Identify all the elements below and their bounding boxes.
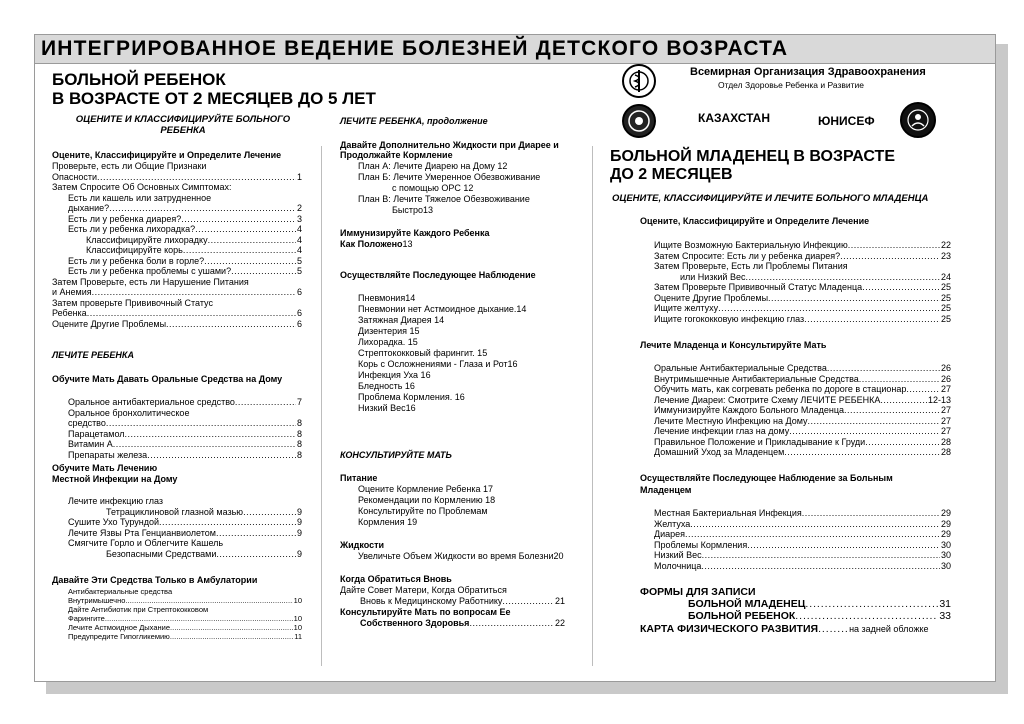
toc-page: 3: [296, 213, 302, 224]
toc-entry: [52, 308, 302, 319]
toc-entry: [52, 235, 302, 246]
right-section: ОЦЕНИТЕ, КЛАССИФИЦИРУЙТЕ И ЛЕЧИТЕ БОЛЬНОГО МЛАДЕНЦА: [612, 193, 929, 204]
return-label: Вновь к Медицинскому Работнику: [360, 596, 503, 606]
toc-entry: [68, 397, 302, 408]
return-page: 21: [554, 596, 565, 606]
toc-page: 29: [940, 518, 951, 529]
toc-entry: [68, 450, 302, 461]
toc-label: Есть ли у ребенка лихорадка?: [68, 224, 196, 234]
toc-entry: [52, 214, 302, 225]
toc-page: 27: [940, 405, 951, 415]
toc-entry: [52, 182, 302, 193]
toc-label: Внутримышечные Антибактериальные Средства: [654, 373, 859, 384]
follow-item: Лихорадка. 15: [358, 337, 418, 347]
toc-label: Затем Спросите: Есть ли у ребенка диарея?: [654, 250, 841, 261]
right-treat-list: [654, 363, 951, 458]
toc-entry: [52, 203, 302, 214]
unicef-label: ЮНИСЕФ: [818, 114, 875, 128]
form-row-child: [688, 610, 951, 622]
fluid-plan-b: План Б: Лечите Умеренное Обезвоживание: [358, 172, 541, 182]
toc-entry: [52, 287, 302, 298]
toc-label: Иммунизируйте Каждого Больного Младенца: [654, 405, 845, 415]
form-page: 31: [939, 598, 951, 610]
toc-entry: [52, 245, 302, 256]
toc-entry: [654, 363, 951, 374]
toc-entry: [68, 632, 302, 641]
form-label: БОЛЬНОЙ РЕБЕНОК: [688, 610, 796, 622]
toc-entry: [654, 251, 951, 262]
growth-chart-label: КАРТА ФИЗИЧЕСКОГО РАЗВИТИЯ: [640, 623, 819, 635]
toc-page: 27: [940, 415, 951, 426]
toc-page: 4: [296, 224, 302, 234]
follow-item: Низкий Вес16: [358, 403, 416, 413]
toc-page: 9: [296, 527, 302, 538]
kazakhstan-label: КАЗАХСТАН: [698, 111, 770, 125]
follow-item: Проблема Кормления. 16: [358, 392, 465, 402]
left-oral-list: [68, 397, 302, 460]
follow-item: Бледность 16: [358, 381, 415, 391]
toc-page: 25: [940, 292, 951, 303]
toc-entry: [654, 293, 951, 304]
middle-immun-line-2: [340, 239, 413, 250]
toc-entry: [52, 172, 302, 183]
left-title-line1: БОЛЬНОЙ РЕБЕНОК: [52, 70, 226, 89]
follow-item: Инфекция Уха 16: [358, 370, 431, 380]
return-line-2: [360, 596, 565, 607]
follow-item: Пневмония14: [358, 293, 416, 303]
toc-page: 9: [296, 517, 302, 527]
toc-label: Затем Спросите Об Основных Симптомах:: [52, 182, 232, 192]
column-divider-1: [321, 146, 322, 666]
feed-item: Консультируйте по Проблемам: [358, 506, 488, 516]
left-section-assess: ОЦЕНИТЕ И КЛАССИФИЦИРУЙТЕ БОЛЬНОГО РЕБЕНКА: [75, 114, 291, 136]
feed-item: Рекомендации по Кормлению 18: [358, 495, 496, 505]
toc-label: Желтуха: [654, 518, 691, 529]
right-follow-list: [654, 508, 951, 571]
middle-return-heading: Когда Обратиться Вновь: [340, 574, 452, 584]
return-line-1: Дайте Совет Матери, Когда Обратиться: [340, 585, 507, 595]
toc-label: Витамин А: [68, 439, 113, 449]
follow-item: Затяжная Диарея 14: [358, 315, 445, 325]
toc-entry: [52, 161, 302, 172]
health-page: 22: [554, 618, 565, 628]
toc-label: Есть ли кашель или затрудненное: [68, 192, 212, 203]
toc-page: 30: [940, 560, 951, 571]
toc-entry: [654, 282, 951, 293]
toc-label: Ищите гогококковую инфекцию глаз: [654, 313, 805, 324]
toc-label: Лечение Диареи: Смотрите Схему ЛЕЧИТЕ РЕБЕНКА: [654, 394, 881, 405]
middle-liquid-heading: Жидкости: [340, 540, 385, 550]
toc-label: Предупредите Гипогликемию: [68, 632, 170, 641]
toc-page: 22: [940, 240, 951, 250]
toc-entry: [654, 508, 951, 519]
column-divider-2: [592, 146, 593, 666]
growth-chart-row: [640, 623, 951, 635]
middle-feed-heading: Питание: [340, 473, 378, 483]
toc-entry: [654, 395, 951, 406]
toc-label: Классифицируйте корь: [86, 245, 183, 255]
middle-health-heading-1: Консультируйте Мать по вопросам Ее: [340, 607, 511, 617]
toc-label: Классифицируйте лихорадку: [86, 234, 208, 245]
middle-follow-heading: Осуществляйте Последующее Наблюдение: [340, 270, 536, 280]
toc-page: 8: [296, 449, 302, 460]
toc-label: Парацетамол: [68, 428, 125, 439]
toc-entry: [654, 261, 951, 272]
fluid-plan-c: План В: Лечите Тяжелое Обезвоживание: [358, 194, 530, 204]
toc-page: 12-13: [927, 394, 951, 405]
middle-fluid-heading-2: Продолжайте Кормление: [340, 150, 453, 160]
left-clinic-list: [68, 587, 302, 641]
follow-item: Стрептококковый фарингит. 15: [358, 348, 488, 358]
toc-label: Ребенка: [52, 308, 87, 318]
toc-entry: [654, 384, 951, 395]
toc-page: 9: [296, 506, 302, 517]
toc-entry: [68, 587, 302, 596]
toc-label: Лечите инфекцию глаз: [68, 496, 164, 506]
toc-entry: [52, 256, 302, 267]
toc-entry: [52, 224, 302, 235]
toc-page: 27: [940, 384, 951, 394]
toc-label: Есть ли у ребенка диарея?: [68, 213, 182, 224]
toc-entry: [654, 550, 951, 561]
toc-entry: [68, 549, 302, 560]
feed-item: Оцените Кормление Ребенка 17: [358, 484, 493, 494]
toc-page: 25: [940, 313, 951, 324]
toc-label: Лечение инфекции глаз на дому: [654, 426, 790, 436]
title-banner: [35, 35, 995, 64]
follow-item: Дизентерия 15: [358, 326, 420, 336]
toc-page: 25: [940, 303, 951, 313]
toc-label: Затем Проверьте, есть ли Нарушение Питания: [52, 276, 249, 287]
feed-item: Кормления 19: [358, 517, 418, 527]
left-assess-list: [52, 161, 302, 329]
toc-page: 30: [940, 550, 951, 560]
right-assess-list: [654, 240, 951, 324]
toc-page: 4: [296, 234, 302, 245]
toc-page: 6: [296, 318, 302, 329]
toc-entry: [52, 266, 302, 277]
toc-label: Есть ли у ребенка проблемы с ушами?: [68, 266, 232, 276]
toc-page: 4: [296, 245, 302, 255]
toc-label: Правильное Положение и Прикладывание к Груди: [654, 436, 866, 447]
toc-page: 5: [296, 266, 302, 276]
toc-label: и Анемия: [52, 287, 92, 297]
toc-label: Оральное антибактериальное средство: [68, 397, 235, 407]
toc-label: Обучить мать, как согревать ребенка по дороге в стационар: [654, 384, 907, 394]
toc-page: 28: [940, 447, 951, 457]
toc-page: 27: [940, 426, 951, 436]
left-treat-section: ЛЕЧИТЕ РЕБЕНКА: [52, 350, 134, 360]
middle-cont-section: ЛЕЧИТЕ РЕБЕНКА, продолжение: [340, 116, 488, 126]
toc-entry: [654, 561, 951, 572]
toc-entry: [68, 528, 302, 539]
toc-page: 8: [296, 418, 302, 428]
toc-label: Смягчите Горло и Облегчите Кашель: [68, 538, 224, 548]
toc-label: Ищите Возможную Бактериальную Инфекцию: [654, 240, 848, 250]
fluid-plan-c-cont: Быстро13: [392, 205, 434, 215]
toc-page: 1: [296, 171, 302, 182]
toc-page: 6: [296, 287, 302, 297]
toc-label: Есть ли у ребенка боли в горле?: [68, 255, 205, 266]
toc-label: Домашний Уход за Младенцем: [654, 447, 785, 457]
left-assess-heading: Оцените, Классифицируйте и Определите Лечение: [52, 150, 282, 160]
toc-label: Затем проверьте Прививочный Статус: [52, 297, 213, 308]
middle-immun-page: 13: [402, 239, 413, 249]
left-clinic-heading: Давайте Эти Средства Только в Амбулатории: [52, 575, 258, 585]
toc-label: Диарея: [654, 529, 686, 539]
toc-page: 2: [296, 203, 302, 213]
toc-label: Оцените Другие Проблемы: [52, 318, 167, 329]
unicef-emblem-icon: [900, 102, 936, 138]
right-title-line1: БОЛЬНОЙ МЛАДЕНЕЦ В ВОЗРАСТЕ: [610, 148, 895, 165]
toc-page: 6: [296, 308, 302, 318]
toc-entry: [68, 496, 302, 507]
toc-page: 11: [294, 632, 302, 641]
toc-entry: [654, 416, 951, 427]
form-page: 33: [939, 610, 951, 622]
who-emblem-icon: [622, 64, 656, 98]
toc-label: Дайте Антибиотик при Стрептококковом: [68, 605, 209, 614]
toc-page: 5: [296, 255, 302, 266]
right-assess-heading: Оцените, Классифицируйте и Определите Лечение: [640, 216, 870, 226]
right-follow-heading-1: Осуществляйте Последующее Наблюдение за Больным: [640, 473, 893, 483]
toc-label: Оральные Антибактериальные Средства: [654, 363, 827, 373]
toc-label: Затем Проверьте, Есть ли Проблемы Питания: [654, 261, 848, 271]
toc-page: 26: [940, 363, 951, 373]
toc-label: Лечите Местную Инфекцию на Дому: [654, 415, 808, 426]
toc-entry: [654, 303, 951, 314]
toc-label: дыхание?: [68, 203, 110, 213]
left-local-heading-1: Обучите Мать Лечению: [52, 463, 158, 473]
toc-entry: [654, 272, 951, 283]
toc-entry: [68, 623, 302, 632]
who-department: Отдел Здоровье Ребенка и Развитие: [718, 80, 865, 90]
toc-page: 7: [296, 397, 302, 407]
toc-entry: [68, 439, 302, 450]
document-title: ИНТЕГРИРОВАННОЕ ВЕДЕНИЕ БОЛЕЗНЕЙ ДЕТСКОГО ВОЗРАСТА: [41, 37, 789, 60]
toc-entry: [52, 319, 302, 330]
toc-entry: [68, 429, 302, 440]
toc-entry: [68, 418, 302, 429]
toc-entry: [654, 529, 951, 540]
toc-page: 25: [940, 282, 951, 292]
toc-entry: [68, 507, 302, 518]
toc-label: Оцените Другие Проблемы: [654, 292, 769, 303]
fluid-plan-a: План А: Лечите Диарею на Дому 12: [358, 161, 508, 171]
follow-item: Пневмонии нет Астмоидное дыхание.14: [358, 304, 527, 314]
toc-label: Оральное бронхолитическое: [68, 407, 190, 418]
toc-entry: [654, 240, 951, 251]
toc-label: или Низкий Вес: [680, 271, 746, 282]
health-line-2: [360, 618, 565, 629]
growth-chart-page: на задней обложке: [849, 624, 929, 634]
toc-label: Тетрациклиновой глазной мазью: [106, 506, 244, 517]
toc-label: Антибактериальные средства: [68, 587, 173, 596]
fluid-plan-b-cont: с помощью ОРС 12: [392, 183, 474, 193]
toc-entry: [654, 374, 951, 385]
toc-entry: [68, 538, 302, 549]
who-name: Всемирная Организация Здравоохранения: [690, 66, 926, 78]
toc-page: 8: [296, 439, 302, 449]
toc-page: 30: [940, 539, 951, 550]
toc-entry: [654, 314, 951, 325]
toc-entry: [654, 437, 951, 448]
toc-label: Внутримышечно: [68, 596, 126, 605]
toc-page: 23: [940, 250, 951, 261]
toc-label: Местная Бактериальная Инфекция: [654, 508, 802, 518]
toc-label: Фарингите: [68, 614, 105, 623]
toc-label: Безопасными Средствами: [106, 548, 217, 559]
left-title-line2: В ВОЗРАСТЕ ОТ 2 МЕСЯЦЕВ ДО 5 ЛЕТ: [52, 89, 376, 108]
health-label: Собственного Здоровья: [360, 618, 470, 628]
left-local-heading-2: Местной Инфекции на Дому: [52, 474, 178, 484]
toc-entry: [68, 596, 302, 605]
toc-entry: [52, 277, 302, 288]
right-follow-heading-2: Младенцем: [640, 485, 692, 495]
right-treat-heading: Лечите Младенца и Консультируйте Мать: [640, 340, 827, 350]
toc-page: 10: [293, 623, 302, 632]
toc-page: 28: [940, 436, 951, 447]
toc-label: Лечите Астмоидное Дыхание: [68, 623, 171, 632]
right-title-line2: ДО 2 МЕСЯЦЕВ: [610, 166, 733, 183]
toc-entry: [654, 426, 951, 437]
toc-entry: [654, 447, 951, 458]
form-label: БОЛЬНОЙ МЛАДЕНЕЦ: [688, 598, 806, 610]
toc-entry: [68, 605, 302, 614]
toc-page: 10: [293, 596, 302, 605]
toc-entry: [52, 193, 302, 204]
toc-entry: [68, 408, 302, 419]
middle-counsel-section: КОНСУЛЬТИРУЙТЕ МАТЬ: [340, 450, 452, 460]
toc-entry: [68, 517, 302, 528]
toc-entry: [68, 614, 302, 623]
form-row-infant: [688, 598, 951, 610]
toc-entry: [654, 519, 951, 530]
follow-item: Корь с Осложнениями - Глаза и Рот16: [358, 359, 518, 369]
forms-heading: ФОРМЫ ДЛЯ ЗАПИСИ: [640, 586, 756, 598]
toc-label: Препараты железа: [68, 449, 148, 460]
toc-label: Опасности: [52, 171, 98, 182]
toc-entry: [654, 540, 951, 551]
toc-entry: [52, 298, 302, 309]
toc-page: 24: [940, 271, 951, 282]
toc-page: 29: [940, 529, 951, 539]
middle-fluid-heading-1: Давайте Дополнительно Жидкости при Диарее и: [340, 140, 559, 150]
toc-entry: [654, 405, 951, 416]
toc-label: Затем Проверьте Прививочный Статус Младенца: [654, 282, 863, 292]
toc-label: средство: [68, 418, 106, 428]
left-local-list: [68, 496, 302, 559]
left-oral-heading: Обучите Мать Давать Оральные Средства на Дому: [52, 374, 283, 384]
toc-label: Ищите желтуху: [654, 303, 719, 313]
kazakhstan-emblem-icon: [622, 104, 656, 138]
middle-immun-heading-2: Как Положено: [340, 239, 403, 249]
middle-immun-heading-1: Иммунизируйте Каждого Ребенка: [340, 228, 490, 238]
toc-page: 9: [296, 548, 302, 559]
toc-page: 8: [296, 428, 302, 439]
toc-page: 26: [940, 373, 951, 384]
toc-label: Проверьте, есть ли Общие Признаки: [52, 161, 207, 171]
toc-label: Лечите Язвы Рта Генцианвиолетом: [68, 527, 216, 538]
toc-label: Молочница: [654, 560, 702, 571]
toc-label: Проблемы Кормления: [654, 539, 748, 550]
toc-page: 29: [940, 508, 951, 518]
toc-label: Низкий Вес: [654, 550, 702, 560]
toc-label: Сушите Ухо Турундой: [68, 517, 160, 527]
liquid-item: Увеличьте Объем Жидкости во время Болезни20: [358, 551, 564, 561]
toc-page: 10: [293, 614, 302, 623]
